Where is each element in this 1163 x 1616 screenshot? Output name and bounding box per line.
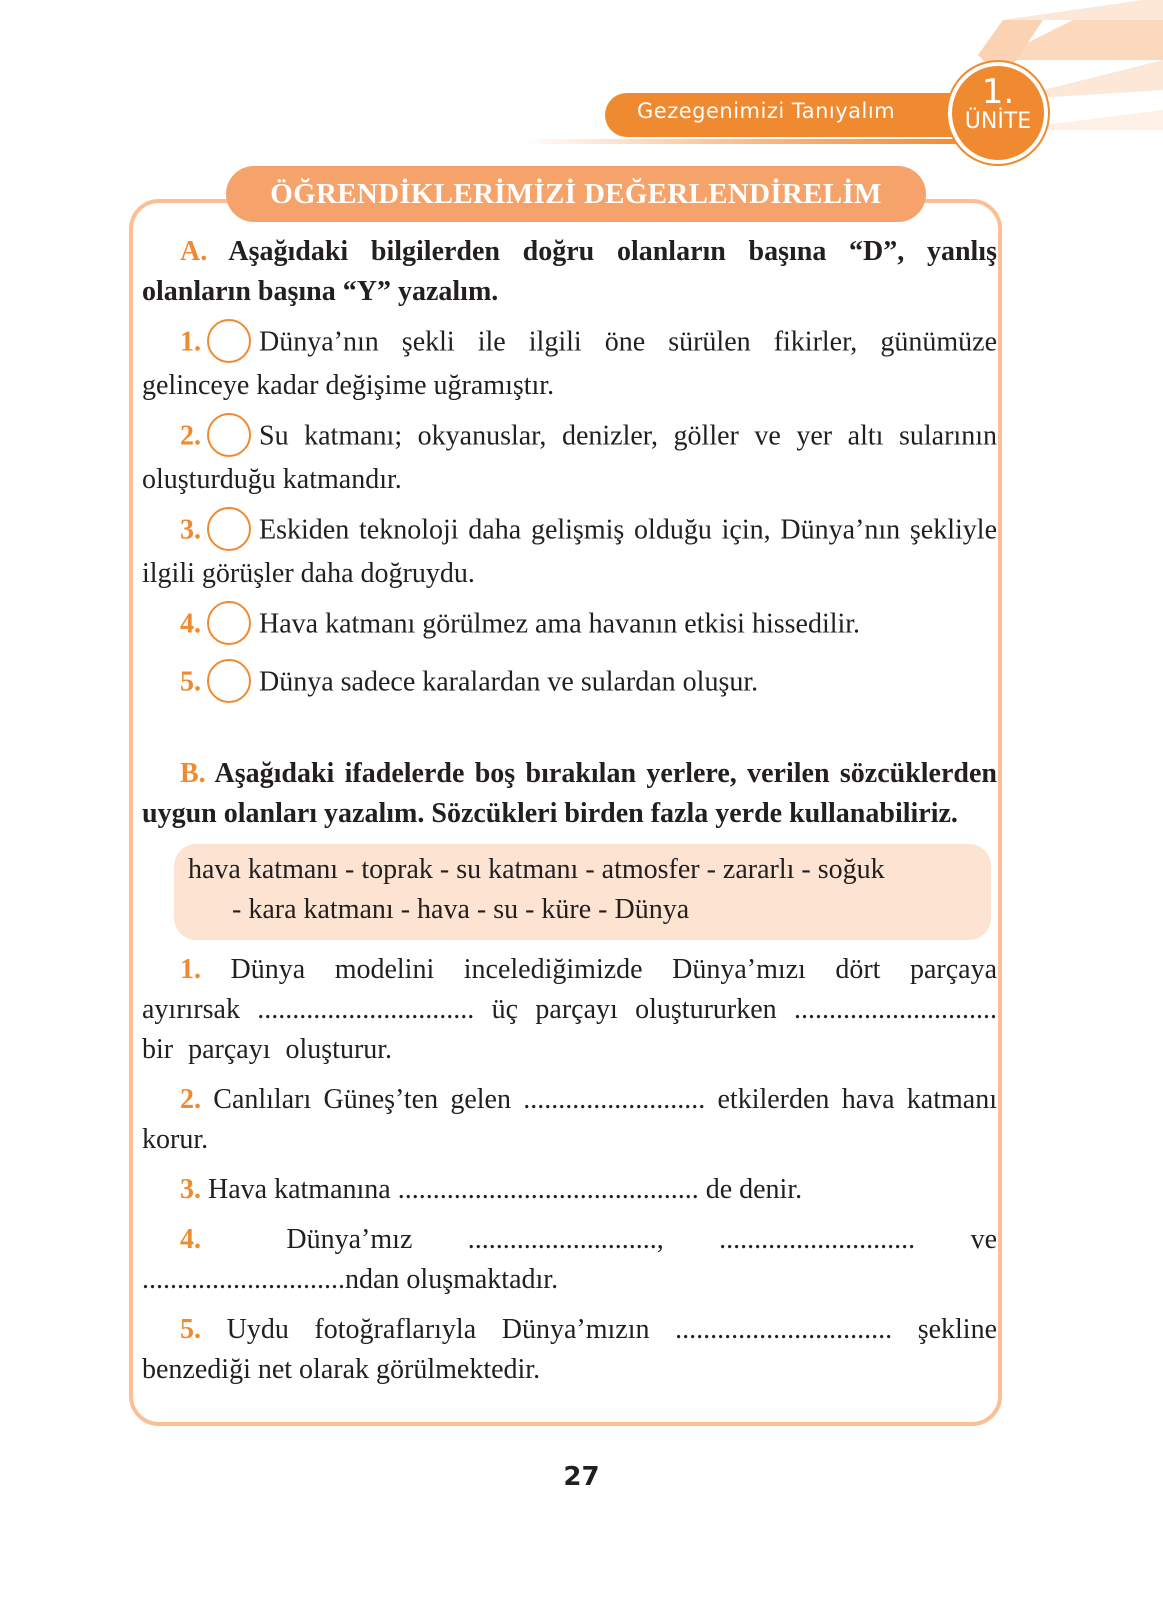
- part-b-letter: B.: [180, 758, 206, 789]
- page-number: 27: [563, 1462, 600, 1492]
- true-false-item: 5. Dünya sadece karalardan ve sulardan oluşur.: [142, 662, 997, 706]
- answer-circle-2[interactable]: [207, 413, 251, 457]
- section-title: ÖĞRENDİKLERİMİZİ DEĞERLENDİRELİM: [226, 166, 926, 222]
- header-underline: [520, 139, 970, 144]
- part-a-instruction: A. Aşağıdaki bilgilerden doğru olanların başına “D”, yanlış olanların başına “Y” yazalım.: [142, 236, 997, 307]
- word-bank: [174, 844, 991, 940]
- answer-circle-4[interactable]: [207, 601, 251, 645]
- fill-blank-item: 2. Canlıları Güneş’ten gelen .......................... etkilerden hava katmanı korur.: [142, 1084, 998, 1155]
- true-false-item: 4. Hava katmanı görülmez ama havanın etkisi hissedilir.: [142, 604, 997, 648]
- unit-label: ÜNİTE: [964, 109, 1032, 134]
- answer-circle-1[interactable]: [207, 319, 251, 363]
- fill-blank-item: 1. Dünya modelini incelediğimizde Dünya’mızı dört parçaya ayırırsak ............................... üç parçayı oluştururken ............................. bir parçayı oluşturur.: [142, 954, 998, 1065]
- fill-blank-item: 3. Hava katmanına ........................................... de denir.: [180, 1174, 803, 1205]
- fill-blank-item: 5. Uydu fotoğraflarıyla Dünya’mızın ............................... şekline benzediği net olarak görülmektedir.: [142, 1314, 998, 1385]
- unit-number: 1.: [981, 72, 1015, 112]
- word-bank-line-1: hava katmanı - toprak - su katmanı - atmosfer - zararlı - soğuk: [188, 854, 885, 885]
- fill-blank-item: 4. Dünya’mız ..........................., ............................ ve .............................ndan oluşmaktadır.: [142, 1224, 997, 1295]
- part-b-instruction: B. Aşağıdaki ifadelerde boş bırakılan yerlere, verilen sözcüklerden uygun olanları yazalım. Sözcükleri birden fazla yerde kullanabiliriz.: [142, 758, 997, 829]
- word-bank-line-2: - kara katmanı - hava - su - küre - Dünya: [232, 894, 690, 925]
- true-false-item: 2. Su katmanı; okyanuslar, denizler, göller ve yer altı sularının oluşturduğu katmandır.: [142, 416, 997, 500]
- part-a-letter: A.: [180, 236, 208, 267]
- exercise-content: [142, 232, 997, 1390]
- unit-title: Gezegenimizi Tanıyalım: [637, 99, 896, 123]
- true-false-item: 1. Dünya’nın şekli ile ilgili öne sürülen fikirler, günümüze gelinceye kadar değişime uğramıştır.: [142, 322, 997, 406]
- unit-badge: [948, 62, 1048, 164]
- answer-circle-5[interactable]: [207, 659, 251, 703]
- answer-circle-3[interactable]: [207, 507, 251, 551]
- true-false-item: 3. Eskiden teknoloji daha gelişmiş olduğu için, Dünya’nın şekliyle ilgili görüşler daha doğruydu.: [142, 510, 997, 594]
